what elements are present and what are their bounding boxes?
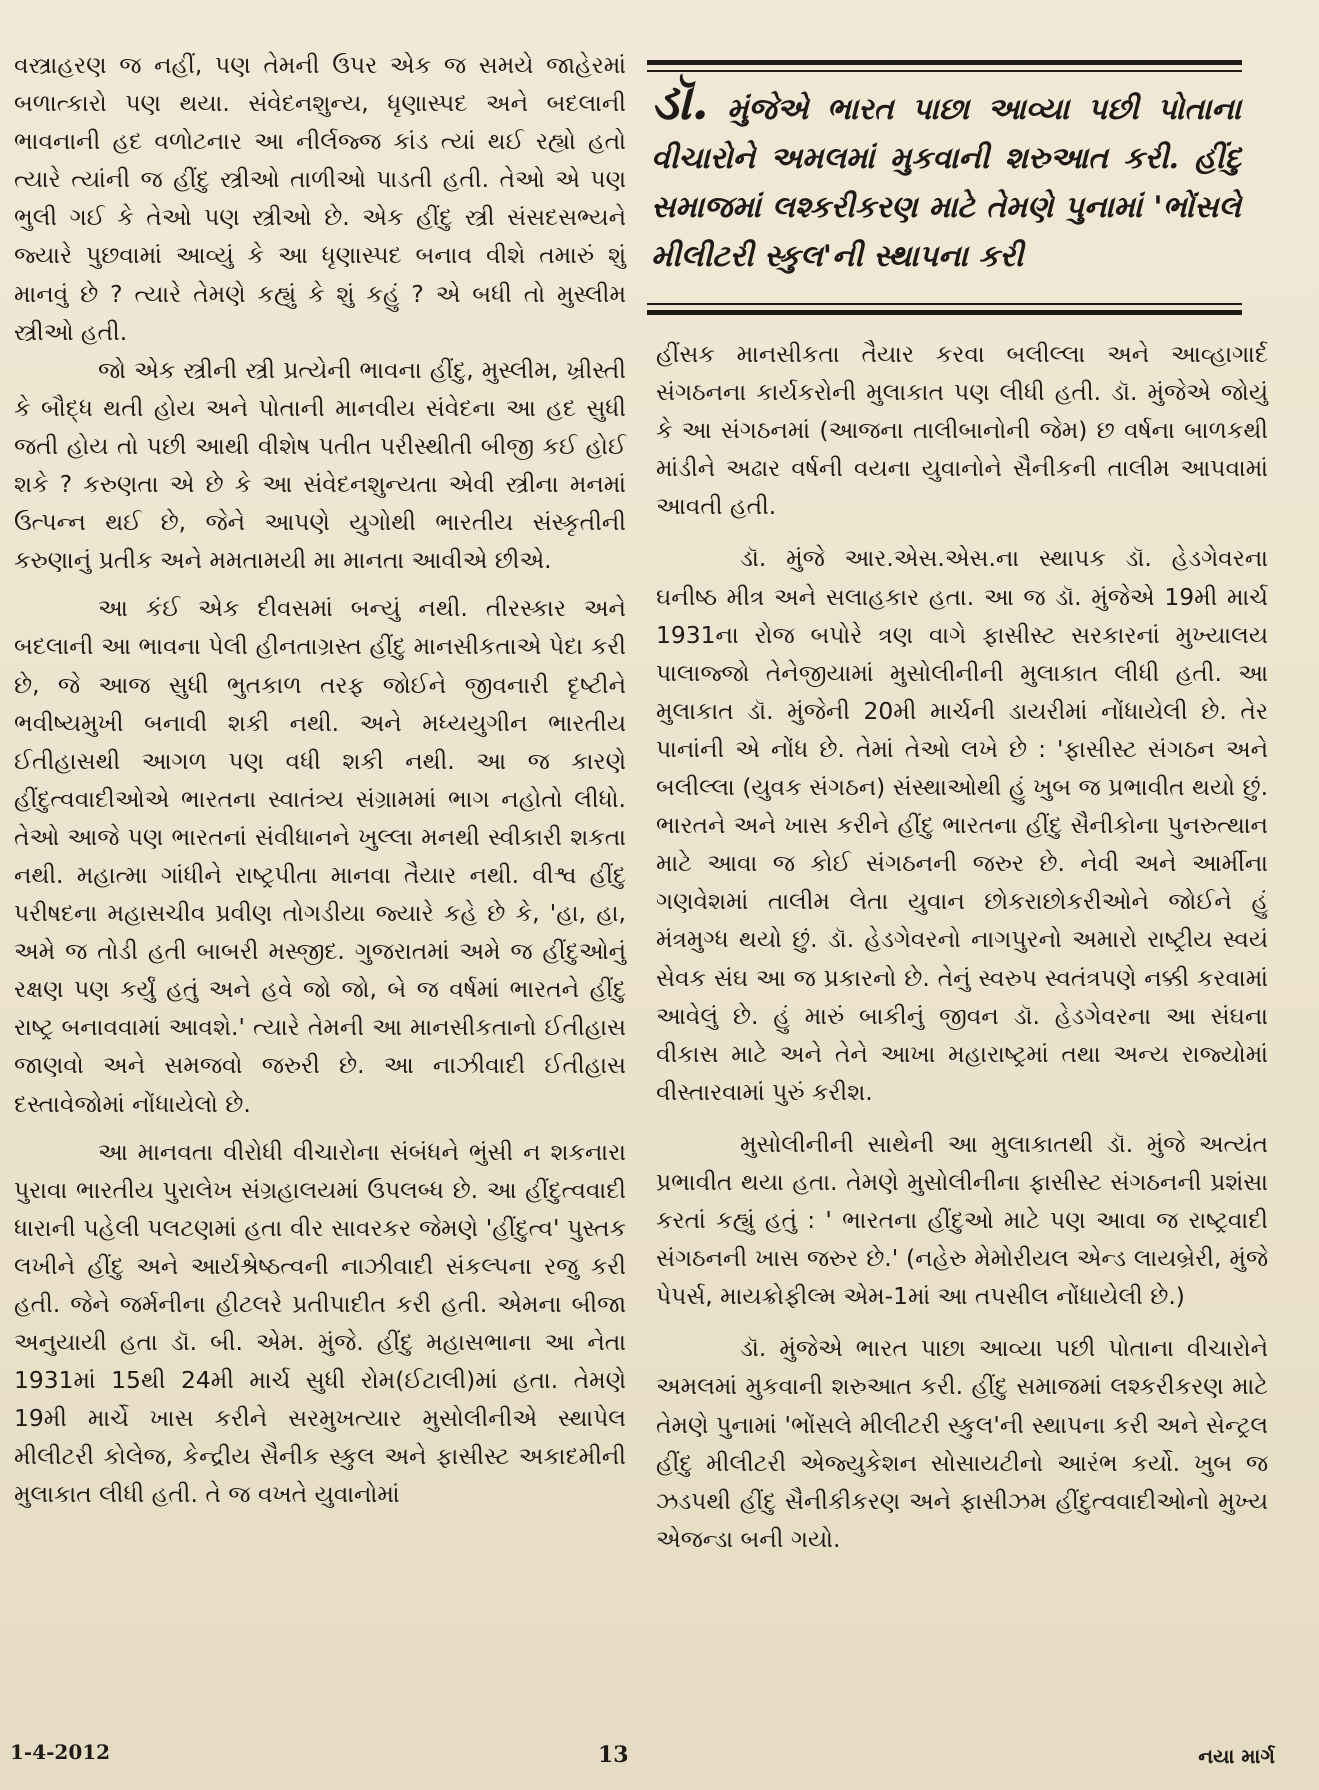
right-column (656, 335, 1268, 1558)
pull-quote (647, 60, 1242, 315)
left-paragraph-2: જો એક સ્ત્રીની સ્ત્રી પ્રત્યેની ભાવના હીંદુ, મુસ્લીમ, ખ્રીસ્તી કે બૌદ્ધ થતી હોય અને પોતાની માનવીય સંવેદના આ હદ સુધી જતી હોય તો પછી આથી વીશેષ પતીત પરીસ્થીતી બીજી કઈ હોઈ શકે ? કરુણતા એ છે કે આ સંવેદનશુન્યતા એવી સ્ત્રીના મનમાં ઉત્પન્ન થઈ છે, જેને આપણે યુગોથી ભારતીય સંસ્કૃતીની કરુણાનું પ્રતીક અને મમતામયી મા માનતા આવીએ છીએ. (14, 355, 626, 575)
left-paragraph-4: આ માનવતા વીરોધી વીચારોના સંબંધને ભુંસી ન શકનારા પુરાવા ભારતીય પુરાલેખ સંગ્રહાલયમાં ઉપલબ્ધ છે. આ હીંદુત્વવાદી ધારાની પહેલી પલટણમાં હતા વીર સાવરકર જેમણે 'હીંદુત્વ' પુસ્તક લખીને હીંદુ અને આર્યશ્રેષ્ઠત્વની નાઝીવાદી સંકલ્પના રજુ કરી હતી. જેને જર્મનીના હીટલરે પ્રતીપાદીત કરી હતી. એમના બીજા અનુયાયી હતા ડૉ. બી. એમ. મુંજે. હીંદુ મહાસભાના આ નેતા 1931માં 15થી 24મી માર્ચ સુધી રોમ(ઈટાલી)માં હતા. તેમણે 19મી માર્ચે ખાસ કરીને સરમુખત્યાર મુસોલીનીએ સ્થાપેલ મીલીટરી કોલેજ, કેન્દ્રીય સૈનીક સ્કુલ અને ફાસીસ્ટ અકાદમીની મુલાકાત લીધી હતી. તે જ વખતે યુવાનોમાં (14, 1137, 626, 1509)
issue-date: 1-4-2012 (10, 1740, 111, 1764)
pull-quote-top-rule (647, 60, 1242, 65)
pull-quote-lead: ડૉ. (651, 72, 709, 131)
pull-quote-bottom-rule (647, 310, 1242, 315)
left-column (14, 46, 626, 1514)
left-paragraph-1: વસ્ત્રાહરણ જ નહીં, પણ તેમની ઉપર એક જ સમયે જાહેરમાં બળાત્કારો પણ થયા. સંવેદનશુન્ય, ધૃણાસ્પદ અને બદલાની ભાવનાની હદ વળોટનાર આ નીર્લજ્જ કાંડ ત્યાં થઈ રહ્યો હતો ત્યારે ત્યાંની જ હીંદુ સ્ત્રીઓ તાળીઓ પાડતી હતી. તેઓ એ પણ ભુલી ગઈ કે તેઓ પણ સ્ત્રીઓ છે. એક હીંદુ સ્ત્રી સંસદસભ્યને જ્યારે પુછવામાં આવ્યું કે આ ધૃણાસ્પદ બનાવ વીશે તમારું શું માનવું છે ? ત્યારે તેમણે કહ્યું કે શું કહું ? એ બધી તો મુસ્લીમ સ્ત્રીઓ હતી. (14, 51, 626, 346)
page-footer (0, 1738, 1319, 1778)
right-paragraph-3: મુસોલીનીની સાથેની આ મુલાકાતથી ડૉ. મુંજે અત્યંત પ્રભાવીત થયા હતા. તેમણે મુસોલીનીના ફાસીસ્ટ સંગઠનની પ્રશંસા કરતાં કહ્યું હતું : ' ભારતના હીંદુઓ માટે પણ આવા જ રાષ્ટ્રવાદી સંગઠનની ખાસ જરુર છે.' (નહેરુ મેમોરીયલ એન્ડ લાયબ્રેરી, મુંજે પેપર્સ, માયક્રોફીલ્મ એમ-1માં આ તપસીલ નોંધાયેલી છે.) (656, 1129, 1268, 1311)
magazine-name: નયા માર્ગ (1198, 1744, 1275, 1768)
pull-quote-text (651, 72, 1241, 281)
right-paragraph-4: ડૉ. મુંજેએ ભારત પાછા આવ્યા પછી પોતાના વીચારોને અમલમાં મુકવાની શરુઆત કરી. હીંદુ સમાજમાં લશ્કરીકરણ માટે તેમણે પુનામાં 'ભોંસલે મીલીટરી સ્કુલ'ની સ્થાપના કરી અને સેન્ટ્રલ હીંદુ મીલીટરી એજ્યુકેશન સોસાયટીનો આરંભ કર્યો. ખુબ જ ઝડપથી હીંદુ સૈનીકીકરણ અને ફાસીઝમ હીંદુત્વવાદીઓનો મુખ્ય એજન્ડા બની ગયો. (656, 1334, 1268, 1553)
right-paragraph-1: હીંસક માનસીકતા તૈયાર કરવા બલીલ્લા અને આવ્હાગાર્દ સંગઠનના કાર્યકરોની મુલાકાત પણ લીધી હતી. ડૉ. મુંજેએ જોયું કે આ સંગઠનમાં (આજના તાલીબાનોની જેમ) છ વર્ષના બાળકથી માંડીને અઢાર વર્ષની વયના યુવાનોને સૈનીકની તાલીમ આપવામાં આવતી હતી. (656, 340, 1268, 521)
pull-quote-body: મુંજેએ ભારત પાછા આવ્યા પછી પોતાના વીચારોને અમલમાં મુકવાની શરુઆત કરી. હીંદુ સમાજમાં લશ્કરીકરણ માટે તેમણે પુનામાં 'ભોંસલે મીલીટરી સ્કુલ'ની સ્થાપના કરી (651, 92, 1241, 274)
page-number: 13 (598, 1742, 629, 1768)
right-paragraph-2: ડૉ. મુંજે આર.એસ.એસ.ના સ્થાપક ડૉ. હેડગેવરના ઘનીષ્ઠ મીત્ર અને સલાહકાર હતા. આ જ ડૉ. મુંજેએ 19મી માર્ચ 1931ના રોજ બપોરે ત્રણ વાગે ફાસીસ્ટ સરકારનાં મુખ્યાલય પાલાજ્જો તેનેજીયામાં મુસોલીનીની મુલાકાત લીધી હતી. આ મુલાકાત ડૉ. મુંજેની 20મી માર્ચની ડાયરીમાં નોંધાયેલી છે. તેર પાનાંની એ નોંધ છે. તેમાં તેઓ લખે છે : 'ફાસીસ્ટ સંગઠન અને બલીલ્લા (યુવક સંગઠન) સંસ્થાઓથી હું ખુબ જ પ્રભાવીત થયો છું. ભારતને અને ખાસ કરીને હીંદુ ભારતના હીંદુ સૈનીકોના પુનરુત્થાન માટે આવા જ કોઈ સંગઠનની જરુર છે. નેવી અને આર્મીના ગણવેશમાં તાલીમ લેતા યુવાન છોકરાછોકરીઓને જોઈને હું મંત્રમુગ્ધ થયો છું. ડૉ. હેડગેવરનો નાગપુરનો અમારો રાષ્ટ્રીય સ્વયં સેવક સંઘ આ જ પ્રકારનો છે. તેનું સ્વરુપ સ્વતંત્રપણે નક્કી કરવામાં આવેલું છે. હું મારું બાકીનું જીવન ડૉ. હેડગેવરના આ સંઘના વીકાસ માટે અને તેને આખા મહારાષ્ટ્રમાં તથા અન્ય રાજ્યોમાં વીસ્તારવામાં પુરું કરીશ. (656, 544, 1268, 1106)
left-paragraph-3: આ કંઈ એક દીવસમાં બન્યું નથી. તીરસ્કાર અને બદલાની આ ભાવના પેલી હીનતાગ્રસ્ત હીંદુ માનસીકતાએ પેદા કરી છે, જે આજ સુધી ભુતકાળ તરફ જોઈને જીવનારી દૃષ્ટીને ભવીષ્યમુખી બનાવી શકી નથી. અને મધ્યયુગીન ભારતીય ઈતીહાસથી આગળ પણ વધી શકી નથી. આ જ કારણે હીંદુત્વવાદીઓએ ભારતના સ્વાતંત્ર્ય સંગ્રામમાં ભાગ નહોતો લીધો. તેઓ આજે પણ ભારતનાં સંવીધાનને ખુલ્લા મનથી સ્વીકારી શકતા નથી. મહાત્મા ગાંધીને રાષ્ટ્રપીતા માનવા તૈયાર નથી. વીશ્વ હીંદુ પરીષદના મહાસચીવ પ્રવીણ તોગડીયા જ્યારે કહે છે કે, 'હા, હા, અમે જ તોડી હતી બાબરી મસ્જીદ. ગુજરાતમાં અમે જ હીંદુઓનું રક્ષણ પણ કર્યું હતું અને હવે જો જો, બે જ વર્ષમાં ભારતને હીંદુ રાષ્ટ્ર બનાવવામાં આવશે.' ત્યારે તેમની આ માનસીકતાનો ઈતીહાસ જાણવો અને સમજવો જરુરી છે. આ નાઝીવાદી ઈતીહાસ દસ્તાવેજોમાં નોંધાયેલો છે. (14, 594, 626, 1118)
